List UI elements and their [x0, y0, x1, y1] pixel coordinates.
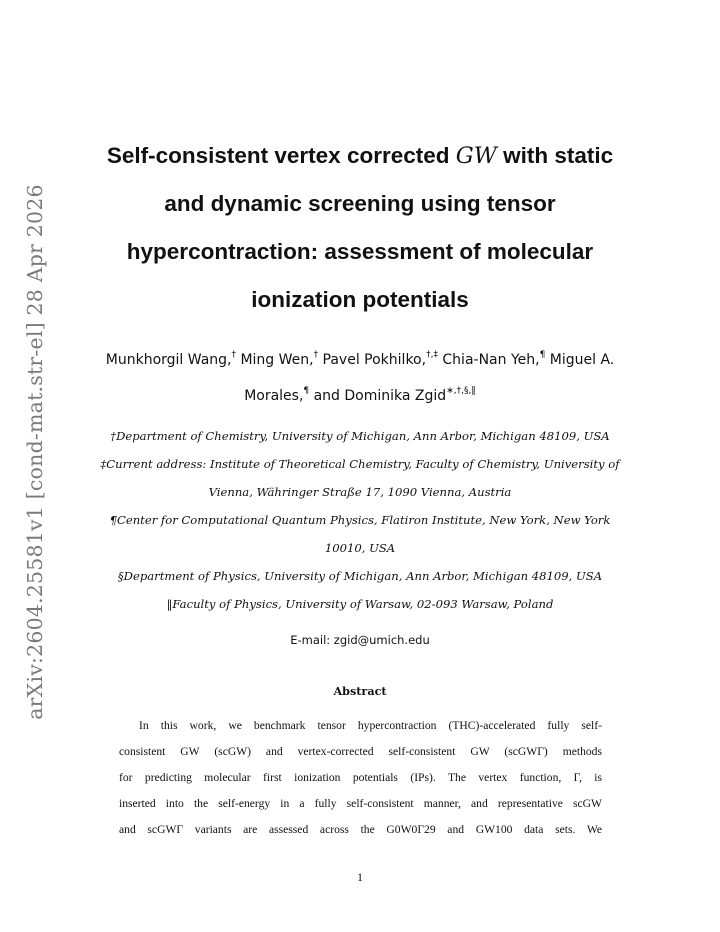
abstract-body	[119, 713, 602, 843]
author-affil-mark: ∗,†,§,‖	[446, 386, 476, 397]
author-list	[70, 342, 650, 414]
author-name: Pavel Pokhilko,	[318, 352, 427, 368]
affiliation-line: ‡Current address: Institute of Theoretical Chemistry, Faculty of Chemistry, University of	[100, 457, 620, 471]
author-affil-mark: ¶	[539, 350, 546, 361]
author-name: and Dominika Zgid	[309, 388, 447, 404]
abstract-line: for predicting molecular first ionization potentials (IPs). The vertex function, Γ, is	[119, 771, 602, 784]
title-line-3: hypercontraction: assessment of molecular	[126, 239, 594, 264]
contact-email: E-mail: zgid@umich.edu	[290, 633, 430, 647]
title-line-4: ionization potentials	[251, 287, 469, 312]
abstract-line: and scGWΓ variants are assessed across the G0W0Γ29 and GW100 data sets. We	[119, 823, 602, 836]
arxiv-identifier: arXiv:2604.25581v1 [cond-mat.str-el] 28 Apr 2026	[23, 184, 47, 720]
title-line-2: and dynamic screening using tensor	[164, 191, 556, 216]
author-name: Miguel A.	[545, 352, 615, 368]
abstract-line: consistent GW (scGW) and vertex-corrected self-consistent GW (scGWΓ) methods	[119, 745, 602, 758]
abstract-line: In this work, we benchmark tensor hypercontraction (THC)-accelerated fully self-	[139, 719, 602, 732]
author-name: Ming Wen,	[236, 352, 314, 368]
title-gw-symbol: GW	[455, 143, 497, 169]
affiliation-line: †Department of Chemistry, University of Michigan, Ann Arbor, Michigan 48109, USA	[110, 429, 610, 443]
author-affil-mark: †	[231, 350, 236, 361]
author-name: Chia-Nan Yeh,	[437, 352, 540, 368]
author-affil-mark: ¶	[303, 386, 310, 397]
affiliation-line: ‖Faculty of Physics, University of Warsaw, 02-093 Warsaw, Poland	[166, 597, 554, 611]
affiliation-line: §Department of Physics, University of Michigan, Ann Arbor, Michigan 48109, USA	[117, 569, 603, 583]
affiliation-line: 10010, USA	[324, 541, 396, 555]
abstract-heading: Abstract	[333, 684, 387, 698]
author-affil-mark: †	[313, 350, 319, 361]
author-name: Munkhorgil Wang,	[105, 352, 232, 368]
affiliation-line: ¶Center for Computational Quantum Physics, Flatiron Institute, New York, New York	[109, 513, 611, 527]
author-affil-mark: †,‡	[426, 350, 438, 361]
affiliations	[80, 422, 640, 618]
author-line-2	[70, 378, 650, 414]
author-line-1	[70, 342, 650, 378]
affiliation-line: Vienna, Währinger Straße 17, 1090 Vienna, Austria	[208, 485, 512, 499]
abstract-line: inserted into the self-energy in a fully self-consistent manner, and representative scGW	[119, 797, 602, 810]
page-number: 1	[357, 870, 363, 884]
author-name: Morales,	[244, 388, 304, 404]
title-line-1: Self-consistent vertex corrected GW with static	[106, 143, 614, 169]
paper-title	[80, 132, 640, 324]
